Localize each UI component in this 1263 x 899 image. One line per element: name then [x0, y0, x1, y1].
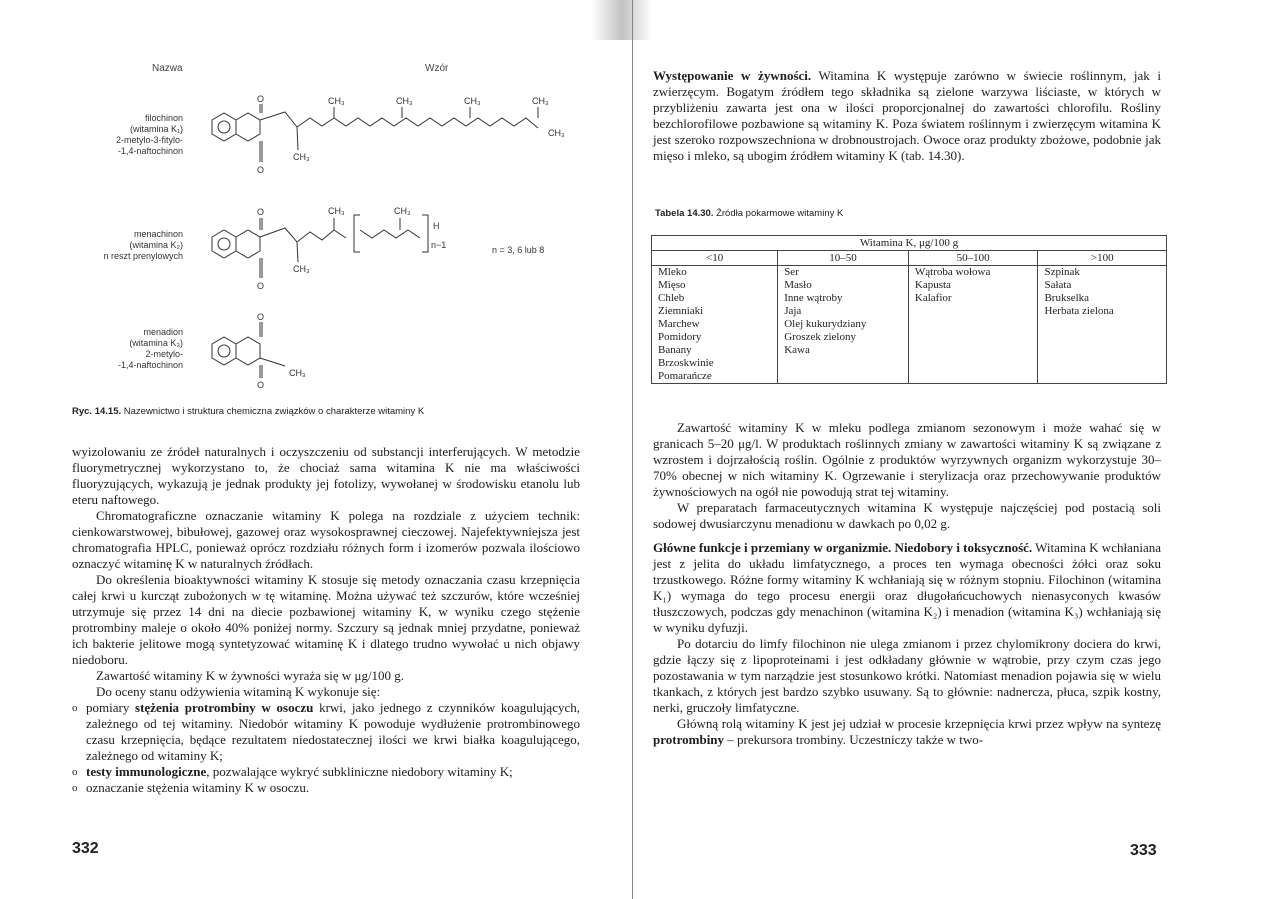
- page-number: 332: [72, 840, 99, 857]
- table-cell: Wątroba wołowa Kapusta Kalafior: [908, 266, 1038, 384]
- svg-text:CH₃: CH₃: [532, 96, 549, 106]
- chemical-structures-figure: [0, 0, 632, 400]
- paragraph: Do określenia bioaktywności witaminy K stosuje się metody oznaczania czasu krzepnięcia całej krwi u kurcząt zubożonych w tę witaminę. Można używać też szczurów, które wcześniej utrzymuje się przez 14 dni na diecie pozbawionej witaminy K, w wyniku czego stężenie protrombiny maleje o około 40% poniżej normy. Szczury są jednak mniej przydatne, ponieważ ich bakterie jelitowe mogą syntetyzować witaminę K i dlatego trudno wywołać u nich objawy niedoboru.: [72, 572, 580, 667]
- vitamin-k-sources-table: [651, 235, 1167, 384]
- svg-text:CH₃: CH₃: [464, 96, 481, 106]
- naphthoquinone-structure-1: [212, 104, 538, 162]
- paragraph: Do oceny stanu odżywienia witaminą K wykonuje się:: [96, 684, 381, 699]
- paragraph: Zawartość witaminy K w mleku podlega zmianom sezonowym i może wahać się w granicach 5–20 μg/l. W produktach roślinnych zmiany w zawartości witaminy K są związane z wzrostem i dojrzałością roślin. Ogólnie z produktów wyrzywnych organizm wykorzystuje 30–70% obecnej w nich witaminy K. Ogrzewanie i sterylizacja oraz przechowywanie produktów żywnościowych na ogół nie powodują strat tej witaminy.: [653, 420, 1161, 499]
- table-caption: Tabela 14.30. Źródła pokarmowe witaminy K: [655, 208, 844, 219]
- table-column-header: <10: [652, 251, 778, 266]
- figure-col-name-header: Nazwa: [152, 63, 183, 74]
- bullet-item: o pomiary stężenia protrombiny w osoczu krwi, jako jednego z czynników koagulujących, zależnego od tej witaminy. Niedobór witaminy K powoduje wydłużenie protrombinowego czasu krzepnięcia, będące rezultatem niedostatecznej ilości we krwi białka koagulującego, zależnego od witaminy K;: [72, 700, 580, 763]
- svg-text:O: O: [257, 312, 265, 322]
- svg-text:n = 3, 6 lub 8: n = 3, 6 lub 8: [492, 245, 545, 255]
- paragraph: W preparatach farmaceutycznych witamina K występuje najczęściej pod postacią soli sodowej dwusiarczynu menadionu w dawkach po 0,02 g.: [653, 500, 1161, 531]
- svg-text:O: O: [257, 281, 265, 291]
- paragraph: wyizolowaniu ze źródeł naturalnych i oczyszczeniu od substancji interferujących. W metodzie fluorymetrycznej wykorzystano to, że chociaż sama witamina K nie ma właściwości fluoryzujących, wykazują je jednak produkty jej fotolizy, wywołanej w środowisku etanolu lub eteru naftowego.: [72, 444, 580, 507]
- table-cell: Ser Masło Inne wątroby Jaja Olej kukurydziany Groszek zielony Kawa: [778, 266, 909, 384]
- bullet-item: o testy immunologiczne, pozwalające wykryć subkliniczne niedobory witaminy K;: [72, 764, 513, 779]
- compound-name-menadion: menadion (witamina K₃) 2-metylo- -1,4-naftochinon: [117, 327, 183, 370]
- svg-text:CH₃: CH₃: [328, 96, 345, 106]
- svg-text:O: O: [257, 207, 265, 217]
- paragraph: Główną rolą witaminy K jest jej udział w procesie krzepnięcia krwi przez wpływ na syntezę protrombiny – prekursora trombiny. Uczestniczy także w two-: [653, 716, 1161, 747]
- paragraph: Chromatograficzne oznaczanie witaminy K polega na rozdziale z użyciem technik: cienkowarstwowej, bibułowej, gazowej oraz wysokosprawnej cieczowej. Najefektywniejsza jest chromatografia HPLC, ponieważ oprócz rozdziału różnych form i izomerów pozwala ilościowo oznaczyć witaminę K w naturalnych źródłach.: [72, 508, 580, 571]
- table-column-header: >100: [1038, 251, 1167, 266]
- svg-text:CH₃: CH₃: [394, 206, 411, 216]
- svg-text:CH₃: CH₃: [548, 128, 565, 138]
- compound-name-menachinon: menachinon (witamina K₂) n reszt prenylowych: [103, 229, 183, 261]
- table-cell: Szpinak Sałata Brukselka Herbata zielona: [1038, 266, 1167, 384]
- svg-text:CH₃: CH₃: [293, 264, 310, 274]
- compound-name-filochinon: filochinon (witamina K₁) 2-metylo-3-fitylo- -1,4-naftochinon: [115, 113, 183, 156]
- paragraph: Główne funkcje i przemiany w organizmie. Niedobory i toksyczność. Witamina K wchłaniana jest z jelita do układu limfatycznego, a proces ten wymaga obecności żółci oraz soku trzustkowego. Różne formy witaminy K wchłaniają się w różnym stopniu. Filochinon (witamina K₁) wymaga do tego procesu energii oraz długołańcuchowych nienasyconych kwasów tłuszczowych, podczas gdy menachinon (witamina K₂) i menadion (witamina K₃) wchłaniają się w wyniku dyfuzji.: [653, 540, 1161, 635]
- paragraph: Zawartość witaminy K w żywności wyraża się w μg/100 g.: [96, 668, 405, 683]
- right-body-text-bottom: [653, 420, 1161, 748]
- svg-text:O: O: [257, 94, 265, 104]
- paragraph: Po dotarciu do limfy filochinon nie ulega zmianom i przez chylomikrony dociera do krwi, gdzie łączy się z lipoproteinami i jest odkładany głównie w wątrobie, przy czym czas jego pozostawania w tym narządzie jest stosunkowo krótki. Natomiast menadion pojawia się w wielu tkankach, z których jest bardzo szybko usuwany. Są to głównie: nadnercza, płuca, szpik kostny, nerki, gruczoły limfatyczne.: [653, 636, 1161, 715]
- figure-caption: Ryc. 14.15. Nazewnictwo i struktura chemiczna związków o charakterze witaminy K: [72, 406, 425, 417]
- svg-text:CH₃: CH₃: [289, 368, 306, 378]
- svg-text:CH₃: CH₃: [328, 206, 345, 216]
- svg-text:CH₃: CH₃: [293, 152, 310, 162]
- structure-atom-labels: [257, 94, 565, 390]
- table-column-header: 50–100: [908, 251, 1038, 266]
- paragraph: Występowanie w żywności. Witamina K występuje zarówno w świecie roślinnym, jak i zwierzęcym. Bogatym źródłem tego składnika są zielone warzywa liściaste, w których w przybliżeniu zawarta jest ona w ilości proporcjonalnej do zawartości chlorofilu. Rośliny bezchlorofilowe pozbawione są witaminy K. Poza światem roślinnym i zwierzęcym witamina K jest szeroko rozpowszechniona w drobnoustrojach. Owoce oraz produkty zbożowe, podobnie jak mięso i mleko, są ubogim źródłem witaminy K (tab. 14.30).: [653, 68, 1161, 163]
- svg-text:H: H: [433, 221, 440, 231]
- bullet-item: o oznaczanie stężenia witaminy K w osoczu.: [72, 780, 310, 795]
- table-header: Witamina K, μg/100 g: [652, 236, 1167, 251]
- figure-col-formula-header: Wzór: [425, 63, 449, 74]
- table-cell: Mleko Mięso Chleb Ziemniaki Marchew Pomidory Banany Brzoskwinie Pomarańcze: [652, 266, 778, 384]
- right-body-text-top: [653, 68, 1161, 164]
- svg-text:O: O: [257, 165, 265, 175]
- left-body-text: [72, 444, 580, 796]
- svg-text:O: O: [257, 380, 265, 390]
- naphthoquinone-structure-3: [212, 322, 285, 378]
- svg-text:CH₃: CH₃: [396, 96, 413, 106]
- table-column-header: 10–50: [778, 251, 909, 266]
- svg-text:n−1: n−1: [431, 240, 447, 250]
- naphthoquinone-structure-2: [212, 215, 428, 278]
- page-number: 333: [1130, 842, 1157, 859]
